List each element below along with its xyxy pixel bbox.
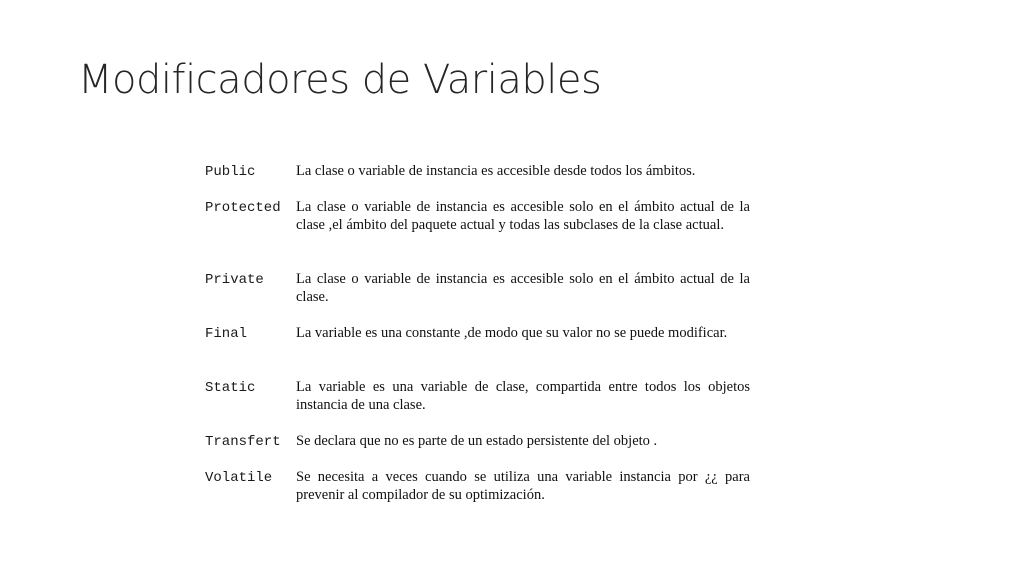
modifier-description: La variable es una constante ,de modo que su valor no se puede modificar. xyxy=(296,325,728,341)
modifier-term: Final xyxy=(205,326,248,342)
modifier-row-public xyxy=(205,162,750,181)
modifier-description: La clase o variable de instancia es accesible desde todos los ámbitos. xyxy=(296,163,696,179)
modifier-term: Volatile xyxy=(205,470,273,486)
modifier-row-static xyxy=(205,378,750,414)
slide-title: Modificadores de Variables xyxy=(78,57,602,103)
modifier-row-protected xyxy=(205,198,750,234)
modifier-row-private xyxy=(205,270,750,306)
modifier-row-volatile xyxy=(205,468,750,504)
modifier-description: La variable es una variable de clase, compartida entre todos los objetos instancia de una clase. xyxy=(296,379,750,413)
modifier-term: Private xyxy=(205,272,264,288)
modifier-description: La clase o variable de instancia es accesible solo en el ámbito actual de la clase ,el ámbito del paquete actual y todas las subclases de la clase actual. xyxy=(296,199,750,233)
modifier-description: Se declara que no es parte de un estado persistente del objeto . xyxy=(296,433,658,449)
modifier-row-transfert xyxy=(205,432,750,451)
modifier-term: Public xyxy=(205,164,256,180)
modifier-term: Transfert xyxy=(205,434,281,450)
modifier-description: La clase o variable de instancia es accesible solo en el ámbito actual de la clase. xyxy=(296,271,750,305)
modifier-term: Static xyxy=(205,380,256,396)
modifier-description: Se necesita a veces cuando se utiliza una variable instancia por ¿¿ para prevenir al compilador de su optimización. xyxy=(296,469,750,503)
modifier-term: Protected xyxy=(205,200,281,216)
modifier-row-final xyxy=(205,324,750,343)
